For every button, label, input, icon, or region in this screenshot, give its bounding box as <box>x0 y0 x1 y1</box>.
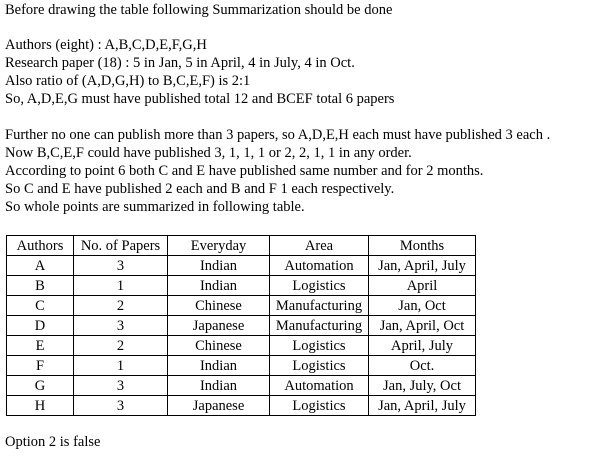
reasoning-line: According to point 6 both C and E have published same number and for 2 months. <box>5 163 484 179</box>
table-header-row <box>7 236 476 256</box>
months-cell: Jan, April, July <box>369 256 476 276</box>
months-cell: Oct. <box>369 356 476 376</box>
table-row <box>7 356 476 376</box>
author-cell: G <box>7 376 74 396</box>
everyday-cell: Indian <box>168 376 270 396</box>
months-cell: Jan, Oct <box>369 296 476 316</box>
everyday-cell: Japanese <box>168 396 270 416</box>
author-cell: H <box>7 396 74 416</box>
area-cell: Logistics <box>270 356 369 376</box>
everyday-cell: Japanese <box>168 316 270 336</box>
everyday-cell: Indian <box>168 256 270 276</box>
author-cell: A <box>7 256 74 276</box>
papers-cell: 1 <box>74 356 168 376</box>
facts-line: Authors (eight) : A,B,C,D,E,F,G,H <box>5 37 207 53</box>
table-body <box>7 256 476 416</box>
papers-cell: 2 <box>74 296 168 316</box>
facts-line: So, A,D,E,G must have published total 12 and BCEF total 6 papers <box>5 91 395 107</box>
months-cell: Jan, April, Oct <box>369 316 476 336</box>
papers-cell: 3 <box>74 376 168 396</box>
facts-line: Also ratio of (A,D,G,H) to B,C,E,F) is 2:1 <box>5 73 251 89</box>
header-months: Months <box>369 236 476 256</box>
header-no-of-papers: No. of Papers <box>74 236 168 256</box>
reasoning-line: So whole points are summarized in following table. <box>5 199 305 215</box>
area-cell: Manufacturing <box>270 316 369 336</box>
author-cell: C <box>7 296 74 316</box>
author-cell: E <box>7 336 74 356</box>
table-row <box>7 296 476 316</box>
months-cell: April <box>369 276 476 296</box>
author-cell: B <box>7 276 74 296</box>
author-cell: D <box>7 316 74 336</box>
everyday-cell: Indian <box>168 356 270 376</box>
area-cell: Automation <box>270 376 369 396</box>
everyday-cell: Chinese <box>168 336 270 356</box>
table-row <box>7 376 476 396</box>
intro-line: Before drawing the table following Summarization should be done <box>5 2 393 18</box>
reasoning-line: So C and E have published 2 each and B and F 1 each respectively. <box>5 181 395 197</box>
area-cell: Manufacturing <box>270 296 369 316</box>
months-cell: Jan, April, July <box>369 396 476 416</box>
table-row <box>7 316 476 336</box>
reasoning-line: Now B,C,E,F could have published 3, 1, 1, 1 or 2, 2, 1, 1 in any order. <box>5 145 412 161</box>
summary-table <box>6 235 476 416</box>
table-row <box>7 276 476 296</box>
author-cell: F <box>7 356 74 376</box>
conclusion-text: Option 2 is false <box>5 434 101 450</box>
header-area: Area <box>270 236 369 256</box>
everyday-cell: Chinese <box>168 296 270 316</box>
papers-cell: 3 <box>74 256 168 276</box>
header-authors: Authors <box>7 236 74 256</box>
papers-cell: 3 <box>74 316 168 336</box>
facts-line: Research paper (18) : 5 in Jan, 5 in April, 4 in July, 4 in Oct. <box>5 55 355 71</box>
header-everyday: Everyday <box>168 236 270 256</box>
table-row <box>7 336 476 356</box>
months-cell: April, July <box>369 336 476 356</box>
area-cell: Automation <box>270 256 369 276</box>
months-cell: Jan, July, Oct <box>369 376 476 396</box>
papers-cell: 2 <box>74 336 168 356</box>
area-cell: Logistics <box>270 396 369 416</box>
area-cell: Logistics <box>270 276 369 296</box>
table-row <box>7 396 476 416</box>
table-row <box>7 256 476 276</box>
papers-cell: 1 <box>74 276 168 296</box>
area-cell: Logistics <box>270 336 369 356</box>
everyday-cell: Indian <box>168 276 270 296</box>
papers-cell: 3 <box>74 396 168 416</box>
reasoning-line: Further no one can publish more than 3 papers, so A,D,E,H each must have published 3 each . <box>5 127 551 143</box>
